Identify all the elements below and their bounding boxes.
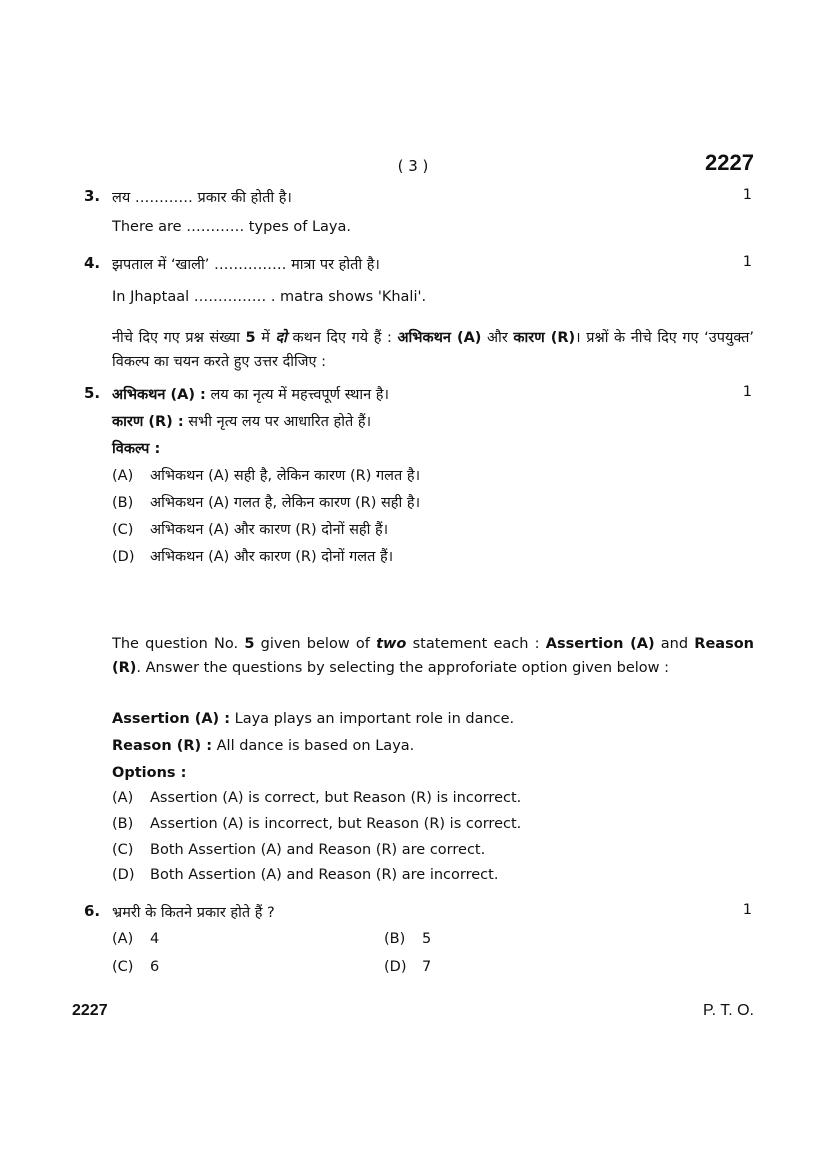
question-6-hindi: भ्रमरी के कितने प्रकार होते हैं ?	[112, 905, 275, 921]
question-3-hindi: लय ………… प्रकार की होती है।	[112, 190, 292, 206]
options-label-english: Options :	[112, 765, 187, 781]
paper-code-top: 2227	[705, 150, 754, 175]
option-english-b: (B) Assertion (A) is incorrect, but Reason (R) is correct.	[112, 816, 522, 832]
paper-code-bottom: 2227	[72, 1002, 108, 1019]
question-3-number: 3.	[84, 187, 101, 205]
q6-option-d: (D) 7	[384, 959, 432, 975]
option-english-d: (D) Both Assertion (A) and Reason (R) are incorrect.	[112, 867, 499, 883]
reason-english: Reason (R) : All dance is based on Laya.	[112, 738, 415, 754]
question-4-hindi: झपताल में ‘खाली’ …………… मात्रा पर होती है।	[112, 257, 380, 273]
option-hindi-d: (D) अभिकथन (A) और कारण (R) दोनों गलत हैं।	[112, 549, 394, 565]
assertion-hindi: अभिकथन (A) : लय का नृत्य में महत्त्वपूर्ण स्थान है।	[112, 387, 389, 403]
question-4-marks: 1	[742, 254, 752, 270]
option-hindi-c: (C) अभिकथन (A) और कारण (R) दोनों सही हैं।	[112, 522, 389, 538]
q6-option-c: (C) 6	[112, 959, 160, 975]
assertion-english: Assertion (A) : Laya plays an important role in dance.	[112, 711, 515, 727]
instruction-hindi: नीचे दिए गए प्रश्न संख्या 5 में दो कथन दिए गये हैं : अभिकथन (A) और कारण (R)। प्रश्नों के नीचे दिए गए ‘उपयुक्त’ विकल्प का चयन करते हुए उत्तर दीजिए :	[112, 330, 754, 370]
q6-option-b: (B) 5	[384, 931, 432, 947]
pto-label: P. T. O.	[703, 1002, 754, 1019]
question-3-english: There are ………… types of Laya.	[112, 219, 351, 235]
question-5-marks: 1	[742, 384, 752, 400]
option-hindi-b: (B) अभिकथन (A) गलत है, लेकिन कारण (R) सही है।	[112, 495, 421, 511]
question-6-number: 6.	[84, 902, 101, 920]
question-4-english: In Jhaptaal …………… . matra shows 'Khali'.	[112, 289, 427, 305]
page-number: ( 3 )	[397, 157, 429, 175]
question-3-marks: 1	[742, 187, 752, 203]
option-english-a: (A) Assertion (A) is correct, but Reason (R) is incorrect.	[112, 790, 522, 806]
option-english-c: (C) Both Assertion (A) and Reason (R) are correct.	[112, 842, 486, 858]
question-5-number: 5.	[84, 384, 101, 402]
question-6-marks: 1	[742, 902, 752, 918]
q6-option-a: (A) 4	[112, 931, 160, 947]
option-hindi-a: (A) अभिकथन (A) सही है, लेकिन कारण (R) गलत है।	[112, 468, 421, 484]
question-4-number: 4.	[84, 254, 101, 272]
instruction-english: The question No. 5 given below of two statement each : Assertion (A) and Reason (R). Answer the questions by selecting the approforiate option given below :	[112, 636, 754, 676]
reason-hindi: कारण (R) : सभी नृत्य लय पर आधारित होते हैं।	[112, 414, 372, 430]
options-label-hindi: विकल्प :	[112, 441, 161, 457]
